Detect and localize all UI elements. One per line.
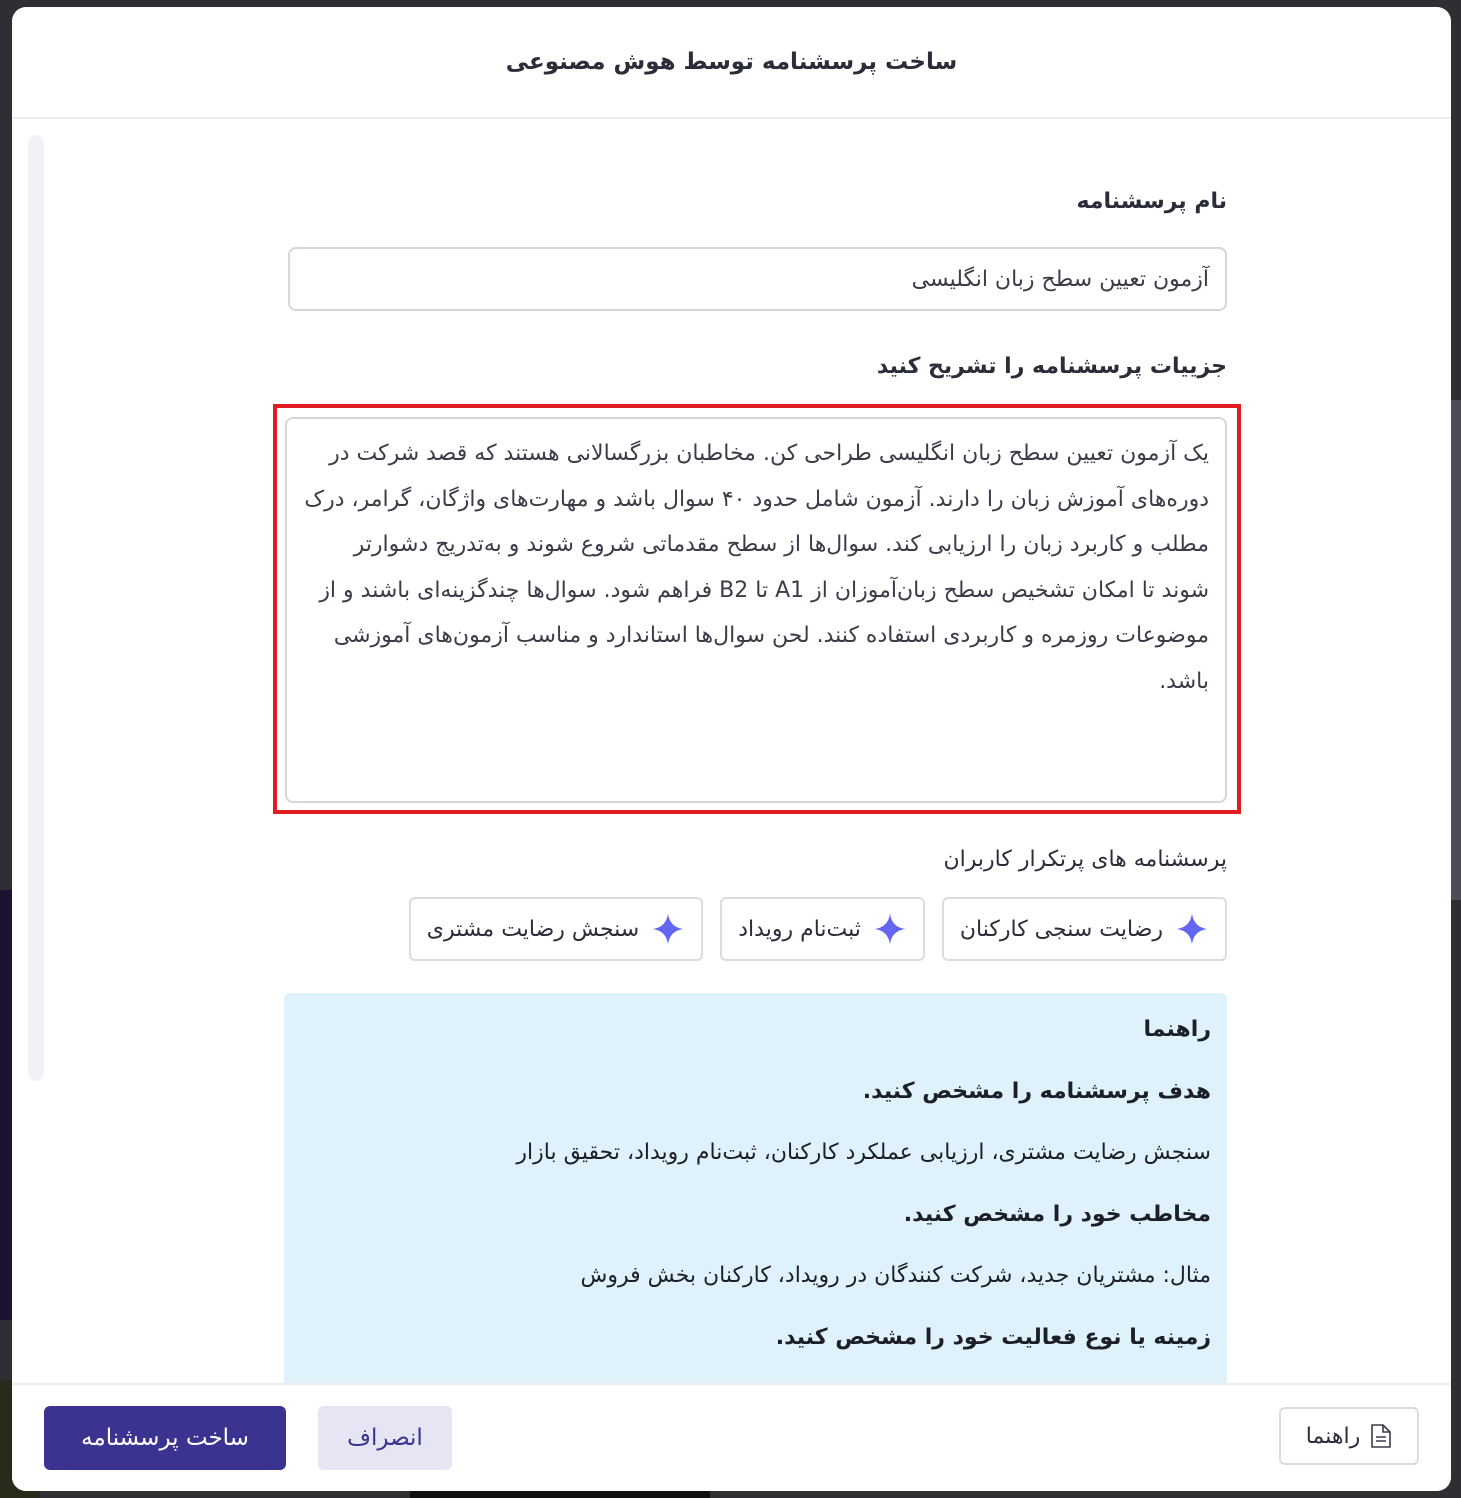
sparkle-icon [1175, 912, 1209, 946]
chip-employee-satisfaction[interactable] [942, 897, 1227, 961]
chip-label: ثبت‌نام رویداد [738, 916, 861, 942]
questionnaire-name-input[interactable]: آزمون تعیین سطح زبان انگلیسی [288, 247, 1227, 311]
guide-line: زمینه یا نوع فعالیت خود را مشخص کنید. [775, 1324, 1211, 1350]
modal-header [12, 7, 1451, 119]
create-questionnaire-button[interactable]: ساخت پرسشنامه [44, 1406, 286, 1470]
sparkle-icon [873, 912, 907, 946]
cancel-button[interactable]: انصراف [318, 1406, 452, 1470]
ai-questionnaire-modal [12, 7, 1451, 1491]
details-field-label: جزییات پرسشنامه را تشریح کنید [876, 354, 1227, 379]
document-icon [1370, 1423, 1392, 1449]
chip-customer-satisfaction[interactable] [409, 897, 703, 961]
frequent-questionnaires-label: پرسشنامه های پرتکرار کاربران [943, 847, 1227, 872]
chip-label: سنجش رضایت مشتری [426, 916, 640, 942]
guide-button-label: راهنما [1305, 1423, 1361, 1449]
scrollbar[interactable] [28, 135, 44, 1081]
questionnaire-details-textarea[interactable]: یک آزمون تعیین سطح زبان انگلیسی طراحی کن. مخاطبان بزرگسالانی هستند که قصد شرکت در دوره‌های آموزش زبان را دارند. آزمون شامل حدود ۴۰ سوال باشد و مهارت‌های واژگان، گرامر، درک مطلب و کاربرد زبان را ارزیابی کند. سوال‌ها از سطح مقدماتی شروع شوند و به‌تدریج دشوارتر شوند تا امکان تشخیص سطح زبان‌آموزان از A1 تا B2 فراهم شود. سوال‌ها چندگزینه‌ای باشند و از موضوعات روزمره و کاربردی استفاده کنند. لحن سوال‌ها استاندارد و مناسب آزمون‌های آموزشی باشد. [285, 417, 1227, 803]
guide-title: راهنما [1143, 1017, 1211, 1042]
guide-button[interactable] [1279, 1407, 1419, 1465]
name-field-label: نام پرسشنامه [1076, 189, 1227, 214]
guide-line: مثال: مشتریان جدید، شرکت کنندگان در رویداد، کارکنان بخش فروش [580, 1263, 1211, 1288]
guide-line: مخاطب خود را مشخص کنید. [903, 1201, 1211, 1227]
frequent-chips [409, 897, 1227, 961]
sparkle-icon [651, 912, 685, 946]
guide-line: سنجش رضایت مشتری، ارزیابی عملکرد کارکنان، ثبت‌نام رویداد، تحقیق بازار [516, 1140, 1211, 1165]
chip-label: رضایت سنجی کارکنان [959, 916, 1163, 942]
modal-title: ساخت پرسشنامه توسط هوش مصنوعی [505, 49, 958, 75]
modal-footer [12, 1383, 1451, 1491]
backdrop-fragment [0, 890, 12, 1320]
guide-line: هدف پرسشنامه را مشخص کنید. [862, 1078, 1211, 1104]
chip-event-registration[interactable] [720, 897, 925, 961]
guide-panel [284, 993, 1227, 1413]
